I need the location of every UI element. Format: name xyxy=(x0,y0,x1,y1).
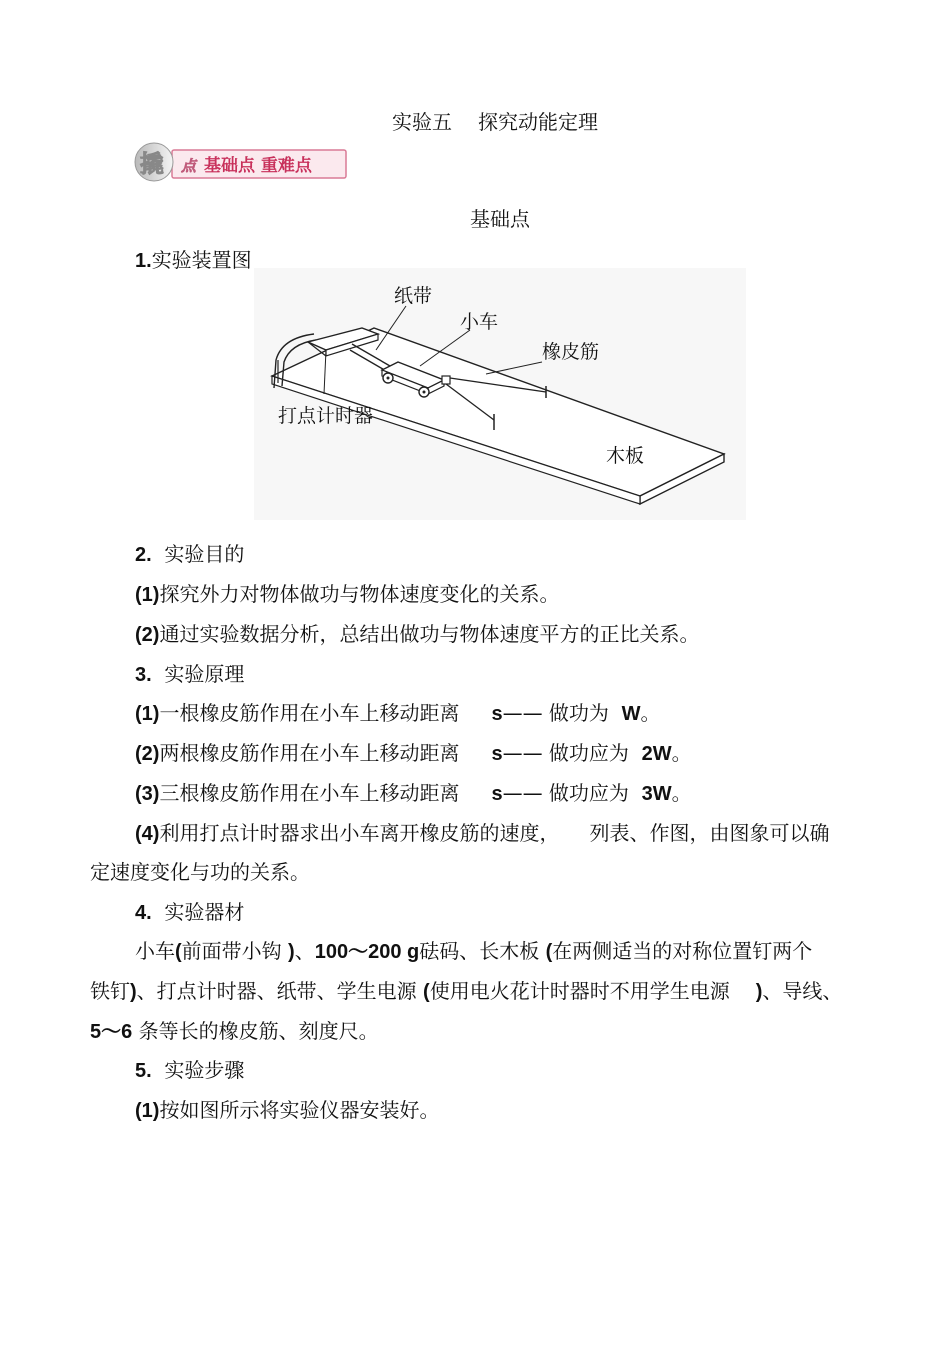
heading-3 xyxy=(135,658,244,687)
principle-3-end: 。 xyxy=(671,781,692,805)
m1-d: ) xyxy=(288,941,295,963)
item-1-text: 实验装置图 xyxy=(151,248,252,272)
purpose-2-text: 通过实验数据分析，总结出做功与物体速度平方的正比关系。 xyxy=(159,622,700,646)
principle-1-num: (1) xyxy=(135,703,160,725)
principle-1-s: s xyxy=(491,703,503,725)
principle-1-w: W xyxy=(621,703,641,725)
heading-2-num: 2. xyxy=(135,544,152,566)
heading-4-num: 4. xyxy=(135,902,152,924)
m2-c: 、打点计时器、纸带、学生电源 xyxy=(136,979,417,1003)
label-timer: 打点计时器 xyxy=(278,405,374,427)
m2-d: ( xyxy=(423,981,430,1003)
apparatus-diagram xyxy=(254,268,746,520)
m1-g: 砝码、长木板 xyxy=(419,939,540,963)
heading-3-text: 实验原理 xyxy=(164,662,245,686)
m1-a: 小车 xyxy=(135,939,175,963)
m2-e: 使用电火花计时器时不用学生电源 xyxy=(429,979,730,1003)
item-1-num: 1. xyxy=(135,250,152,272)
principle-2 xyxy=(135,737,692,766)
principle-3-dash: —— 做功应为 xyxy=(502,781,629,805)
label-board: 木板 xyxy=(606,445,645,467)
principle-4 xyxy=(135,817,829,846)
m3-b: 条等长的橡皮筋、刻度尺。 xyxy=(132,1019,379,1043)
principle-2-s: s xyxy=(491,743,503,765)
title-part-2: 探究动能定理 xyxy=(478,110,598,134)
principle-2-text: 两根橡皮筋作用在小车上移动距离 xyxy=(159,741,460,765)
principle-4-cont: 定速度变化与功的关系。 xyxy=(90,860,310,884)
badge-icon-sub: 点 xyxy=(181,157,197,175)
m2-a: 铁钉 xyxy=(90,979,130,1003)
principle-1-dash: —— 做功为 xyxy=(502,701,609,725)
principle-4-text: 利用打点计时器求出小车离开橡皮筋的速度， 列表、作图，由图象可以确 xyxy=(159,821,830,845)
principle-2-w: 2W xyxy=(641,743,672,765)
principle-2-num: (2) xyxy=(135,743,160,765)
heading-4-text: 实验器材 xyxy=(164,900,245,924)
purpose-1-text: 探究外力对物体做功与物体速度变化的关系。 xyxy=(159,582,560,606)
materials-line-2 xyxy=(90,975,842,1004)
item-1 xyxy=(135,244,252,273)
m1-h: ( xyxy=(545,941,553,963)
principle-1 xyxy=(135,697,661,726)
m2-f: ) xyxy=(755,981,763,1003)
heading-2-text: 实验目的 xyxy=(164,542,245,566)
purpose-2 xyxy=(135,618,699,647)
heading-5-num: 5. xyxy=(135,1060,152,1082)
label-paper-tape: 纸带 xyxy=(394,285,433,307)
cart-hook xyxy=(442,376,450,384)
label-cart: 小车 xyxy=(460,311,499,333)
m1-b: ( xyxy=(175,941,182,963)
principle-1-text: 一根橡皮筋作用在小车上移动距离 xyxy=(159,701,460,725)
m2-g: 、导线、 xyxy=(762,979,843,1003)
purpose-1-num: (1) xyxy=(135,584,160,606)
principle-3 xyxy=(135,777,692,806)
m1-e: 、 xyxy=(294,939,315,963)
label-rubber-band: 橡皮筋 xyxy=(542,341,600,363)
step-1 xyxy=(135,1094,439,1123)
materials-line-3 xyxy=(90,1015,379,1044)
principle-3-text: 三根橡皮筋作用在小车上移动距离 xyxy=(159,781,460,805)
section-heading: 基础点 xyxy=(470,207,530,231)
heading-5-text: 实验步骤 xyxy=(164,1058,245,1082)
heading-2 xyxy=(135,538,244,567)
heading-4 xyxy=(135,896,244,925)
principle-3-s: s xyxy=(491,783,503,805)
principle-2-dash: —— 做功应为 xyxy=(502,741,629,765)
step-1-text: 按如图所示将实验仪器安装好。 xyxy=(159,1098,440,1122)
page-title xyxy=(0,106,950,135)
m2-b: ) xyxy=(130,981,137,1003)
heading-3-num: 3. xyxy=(135,664,152,686)
title-part-1: 实验五 xyxy=(392,110,452,134)
badge-label: 基础点 重难点 xyxy=(204,156,312,176)
purpose-2-num: (2) xyxy=(135,624,160,646)
principle-3-num: (3) xyxy=(135,783,160,805)
m1-f: 100～200 g xyxy=(314,941,420,963)
principle-4-num: (4) xyxy=(135,823,160,845)
principle-3-w: 3W xyxy=(641,783,672,805)
badge-icon-char: 撬 xyxy=(140,150,164,178)
heading-5 xyxy=(135,1054,244,1083)
purpose-1 xyxy=(135,578,559,607)
section-badge xyxy=(132,140,348,182)
m1-i: 在两侧适当的对称位置钉两个 xyxy=(552,939,813,963)
m3-a: 5～6 xyxy=(90,1021,133,1043)
m1-c: 前面带小钩 xyxy=(181,939,282,963)
step-1-num: (1) xyxy=(135,1100,160,1122)
materials-line-1 xyxy=(135,935,812,964)
principle-1-end: 。 xyxy=(640,701,661,725)
principle-2-end: 。 xyxy=(671,741,692,765)
